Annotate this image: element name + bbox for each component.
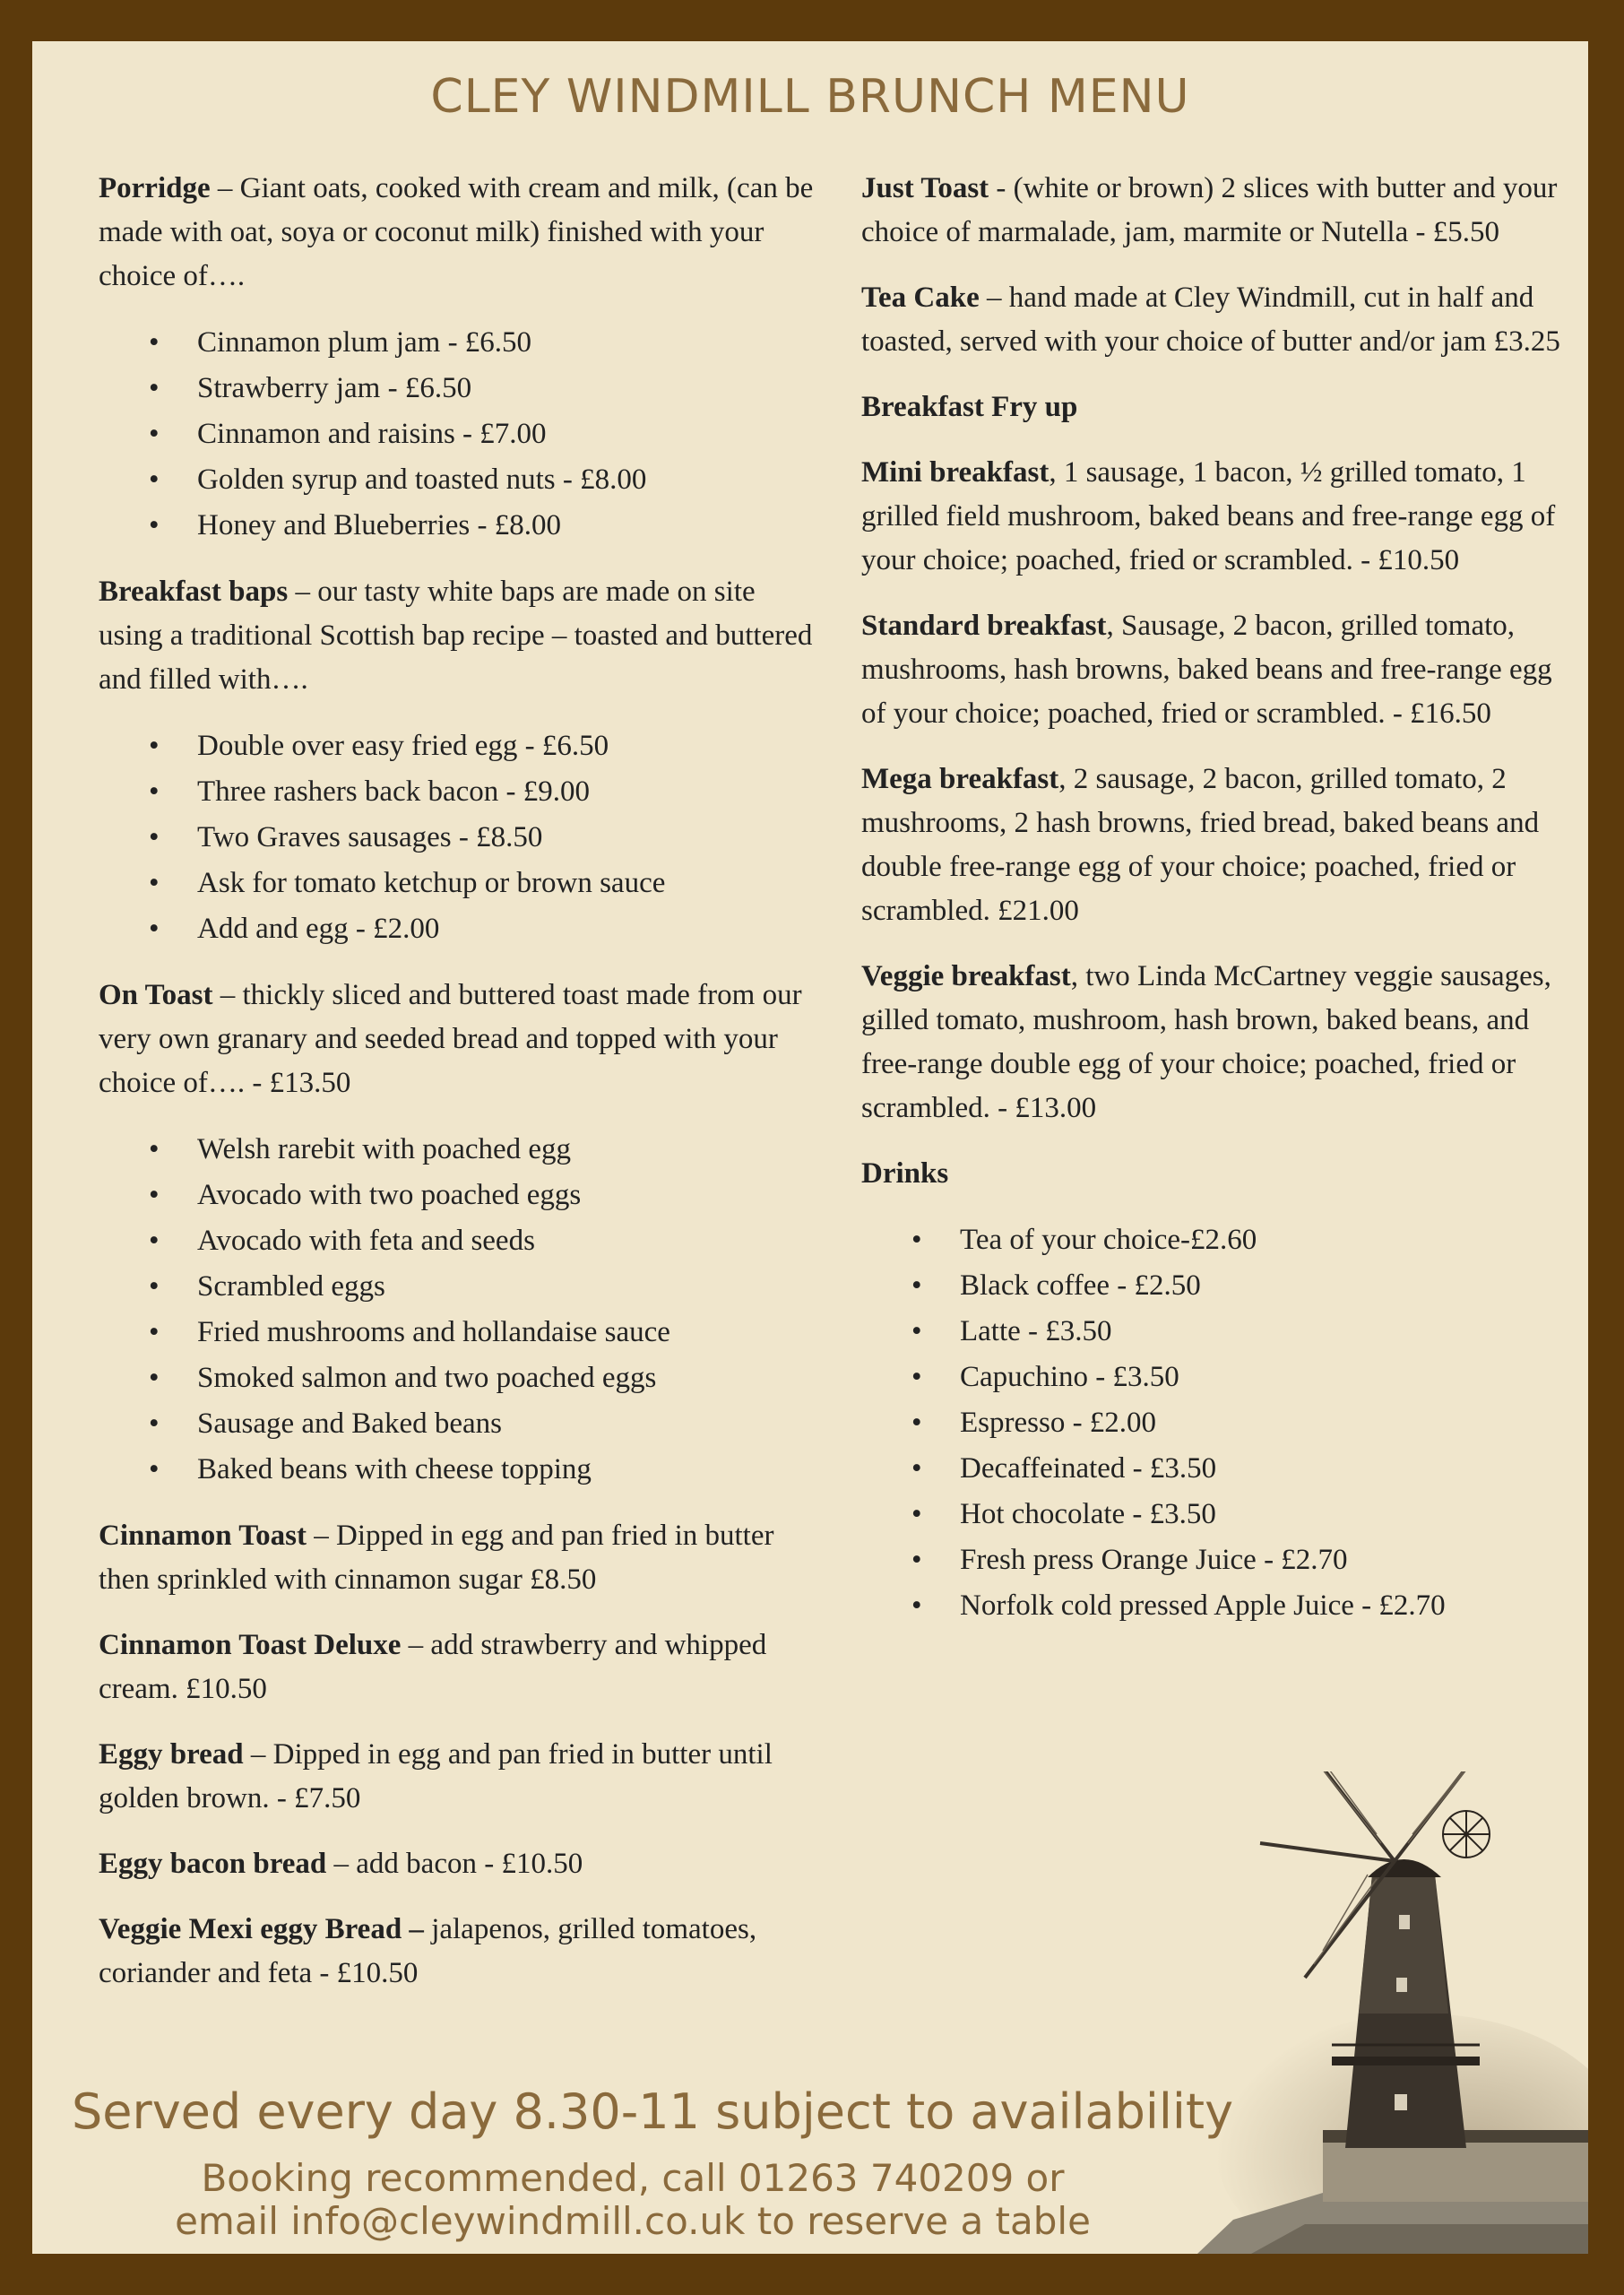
item-name: Tea Cake	[861, 281, 980, 314]
item-desc: – add bacon - £10.50	[326, 1848, 583, 1880]
list-item: • Fresh press Orange Juice - £2.70	[861, 1537, 1560, 1583]
list-item: • Smoked salmon and two poached eggs	[99, 1355, 816, 1401]
menu-title: CLEY WINDMILL BRUNCH MENU	[430, 70, 1190, 124]
booking-line-2: email info@cleywindmill.co.uk to reserve a table	[175, 2199, 1091, 2243]
porridge-options	[99, 320, 816, 549]
item-name: Mini breakfast	[861, 456, 1050, 489]
list-item: • Two Graves sausages - £8.50	[99, 815, 816, 861]
item-name: Cinnamon Toast	[99, 1520, 307, 1552]
list-item: • Golden syrup and toasted nuts - £8.00	[99, 457, 816, 503]
item-desc: – thickly sliced and buttered toast made from our very own granary and seeded bread and topped with your choice of…. - £13.50	[99, 979, 802, 1099]
item-name: Cinnamon Toast Deluxe	[99, 1629, 402, 1661]
list-item: • Avocado with feta and seeds	[99, 1218, 816, 1264]
item-desc: - (white or brown) 2 slices with butter and your choice of marmalade, jam, marmite or Nutella - £5.50	[861, 172, 1558, 248]
eggy-bacon-item	[99, 1842, 816, 1886]
list-item: • Three rashers back bacon - £9.00	[99, 769, 816, 815]
item-name: Standard breakfast	[861, 610, 1107, 642]
item-desc: – Dipped in egg and pan fried in butter until golden brown. - £7.50	[99, 1738, 773, 1814]
on-toast-options	[99, 1127, 816, 1493]
list-item: • Strawberry jam - £6.50	[99, 366, 816, 411]
list-item: • Honey and Blueberries - £8.00	[99, 503, 816, 549]
list-item: • Decaffeinated - £3.50	[861, 1446, 1560, 1492]
list-item: • Double over easy fried egg - £6.50	[99, 723, 816, 769]
windmill-icon	[1197, 1771, 1588, 2254]
mini-breakfast-item	[861, 451, 1560, 583]
item-desc: , Sausage, 2 bacon, grilled tomato, mushrooms, hash browns, baked beans and free-range egg of your choice; poached, fried or scrambled. - £16.50	[861, 610, 1552, 730]
on-toast-item	[99, 974, 816, 1105]
item-desc: , two Linda McCartney veggie sausages, gilled tomato, mushroom, hash brown, baked beans, and free-range double egg of your choice; poached, fried or scrambled. - £13.00	[861, 960, 1551, 1124]
list-item: • Add and egg - £2.00	[99, 906, 816, 952]
list-item: • Avocado with two poached eggs	[99, 1173, 816, 1218]
just-toast-item	[861, 167, 1560, 255]
veggie-breakfast-item	[861, 955, 1560, 1130]
mega-breakfast-item	[861, 758, 1560, 933]
list-item: • Norfolk cold pressed Apple Juice - £2.70	[861, 1583, 1560, 1629]
item-name: Just Toast	[861, 172, 989, 204]
list-item: • Latte - £3.50	[861, 1309, 1560, 1355]
item-desc: , 1 sausage, 1 bacon, ½ grilled tomato, 1 grilled field mushroom, baked beans and free-range egg of your choice; poached, fried or scrambled. - £10.50	[861, 456, 1556, 576]
baps-item	[99, 570, 816, 702]
tea-cake-item	[861, 276, 1560, 364]
item-name: Eggy bacon bread	[99, 1848, 327, 1880]
eggy-bread-item	[99, 1733, 816, 1821]
right-column	[861, 167, 1560, 1650]
porridge-item	[99, 167, 816, 299]
served-notice: Served every day 8.30-11 subject to availability	[72, 2083, 1234, 2140]
item-name: Veggie Mexi eggy Bread –	[99, 1913, 424, 1945]
item-desc: – our tasty white baps are made on site using a traditional Scottish bap recipe – toasted and buttered and filled with….	[99, 576, 813, 696]
item-desc: jalapenos, grilled tomatoes, coriander and feta - £10.50	[99, 1913, 757, 1989]
fry-up-heading: Breakfast Fry up	[861, 391, 1078, 423]
item-desc: , 2 sausage, 2 bacon, grilled tomato, 2 mushrooms, 2 hash browns, fried bread, baked beans and double free-range egg of your choice; poached, fried or scrambled. £21.00	[861, 763, 1540, 927]
left-column	[99, 167, 816, 2017]
list-item: • Espresso - £2.00	[861, 1400, 1560, 1446]
item-desc: – Dipped in egg and pan fried in butter then sprinkled with cinnamon sugar £8.50	[99, 1520, 774, 1596]
list-item: • Hot chocolate - £3.50	[861, 1492, 1560, 1537]
list-item: • Black coffee - £2.50	[861, 1263, 1560, 1309]
item-name: Mega breakfast	[861, 763, 1059, 795]
baps-options	[99, 723, 816, 952]
veggie-mexi-item	[99, 1908, 816, 1996]
item-name: Veggie breakfast	[861, 960, 1071, 992]
list-item: • Tea of your choice-£2.60	[861, 1217, 1560, 1263]
list-item: • Cinnamon plum jam - £6.50	[99, 320, 816, 366]
list-item: • Cinnamon and raisins - £7.00	[99, 411, 816, 457]
cinnamon-toast-item	[99, 1514, 816, 1602]
list-item: • Capuchino - £3.50	[861, 1355, 1560, 1400]
standard-breakfast-item	[861, 604, 1560, 736]
list-item: • Sausage and Baked beans	[99, 1401, 816, 1447]
list-item: • Fried mushrooms and hollandaise sauce	[99, 1310, 816, 1355]
drinks-list	[861, 1217, 1560, 1629]
item-name: Porridge	[99, 172, 211, 204]
cinnamon-deluxe-item	[99, 1624, 816, 1711]
item-desc: – add strawberry and whipped cream. £10.50	[99, 1629, 767, 1705]
list-item: • Scrambled eggs	[99, 1264, 816, 1310]
item-name: Eggy bread	[99, 1738, 244, 1771]
item-name: On Toast	[99, 979, 213, 1011]
drinks-heading: Drinks	[861, 1157, 949, 1190]
booking-line-1: Booking recommended, call 01263 740209 or	[201, 2156, 1065, 2200]
item-desc: – Giant oats, cooked with cream and milk, (can be made with oat, soya or coconut milk) finished with your choice of….	[99, 172, 814, 292]
list-item: • Ask for tomato ketchup or brown sauce	[99, 861, 816, 906]
item-desc: – hand made at Cley Windmill, cut in half and toasted, served with your choice of butter and/or jam £3.25	[861, 281, 1560, 358]
item-name: Breakfast baps	[99, 576, 289, 608]
list-item: • Welsh rarebit with poached egg	[99, 1127, 816, 1173]
menu-page	[32, 41, 1588, 2254]
booking-notice	[32, 2157, 1233, 2243]
list-item: • Baked beans with cheese topping	[99, 1447, 816, 1493]
